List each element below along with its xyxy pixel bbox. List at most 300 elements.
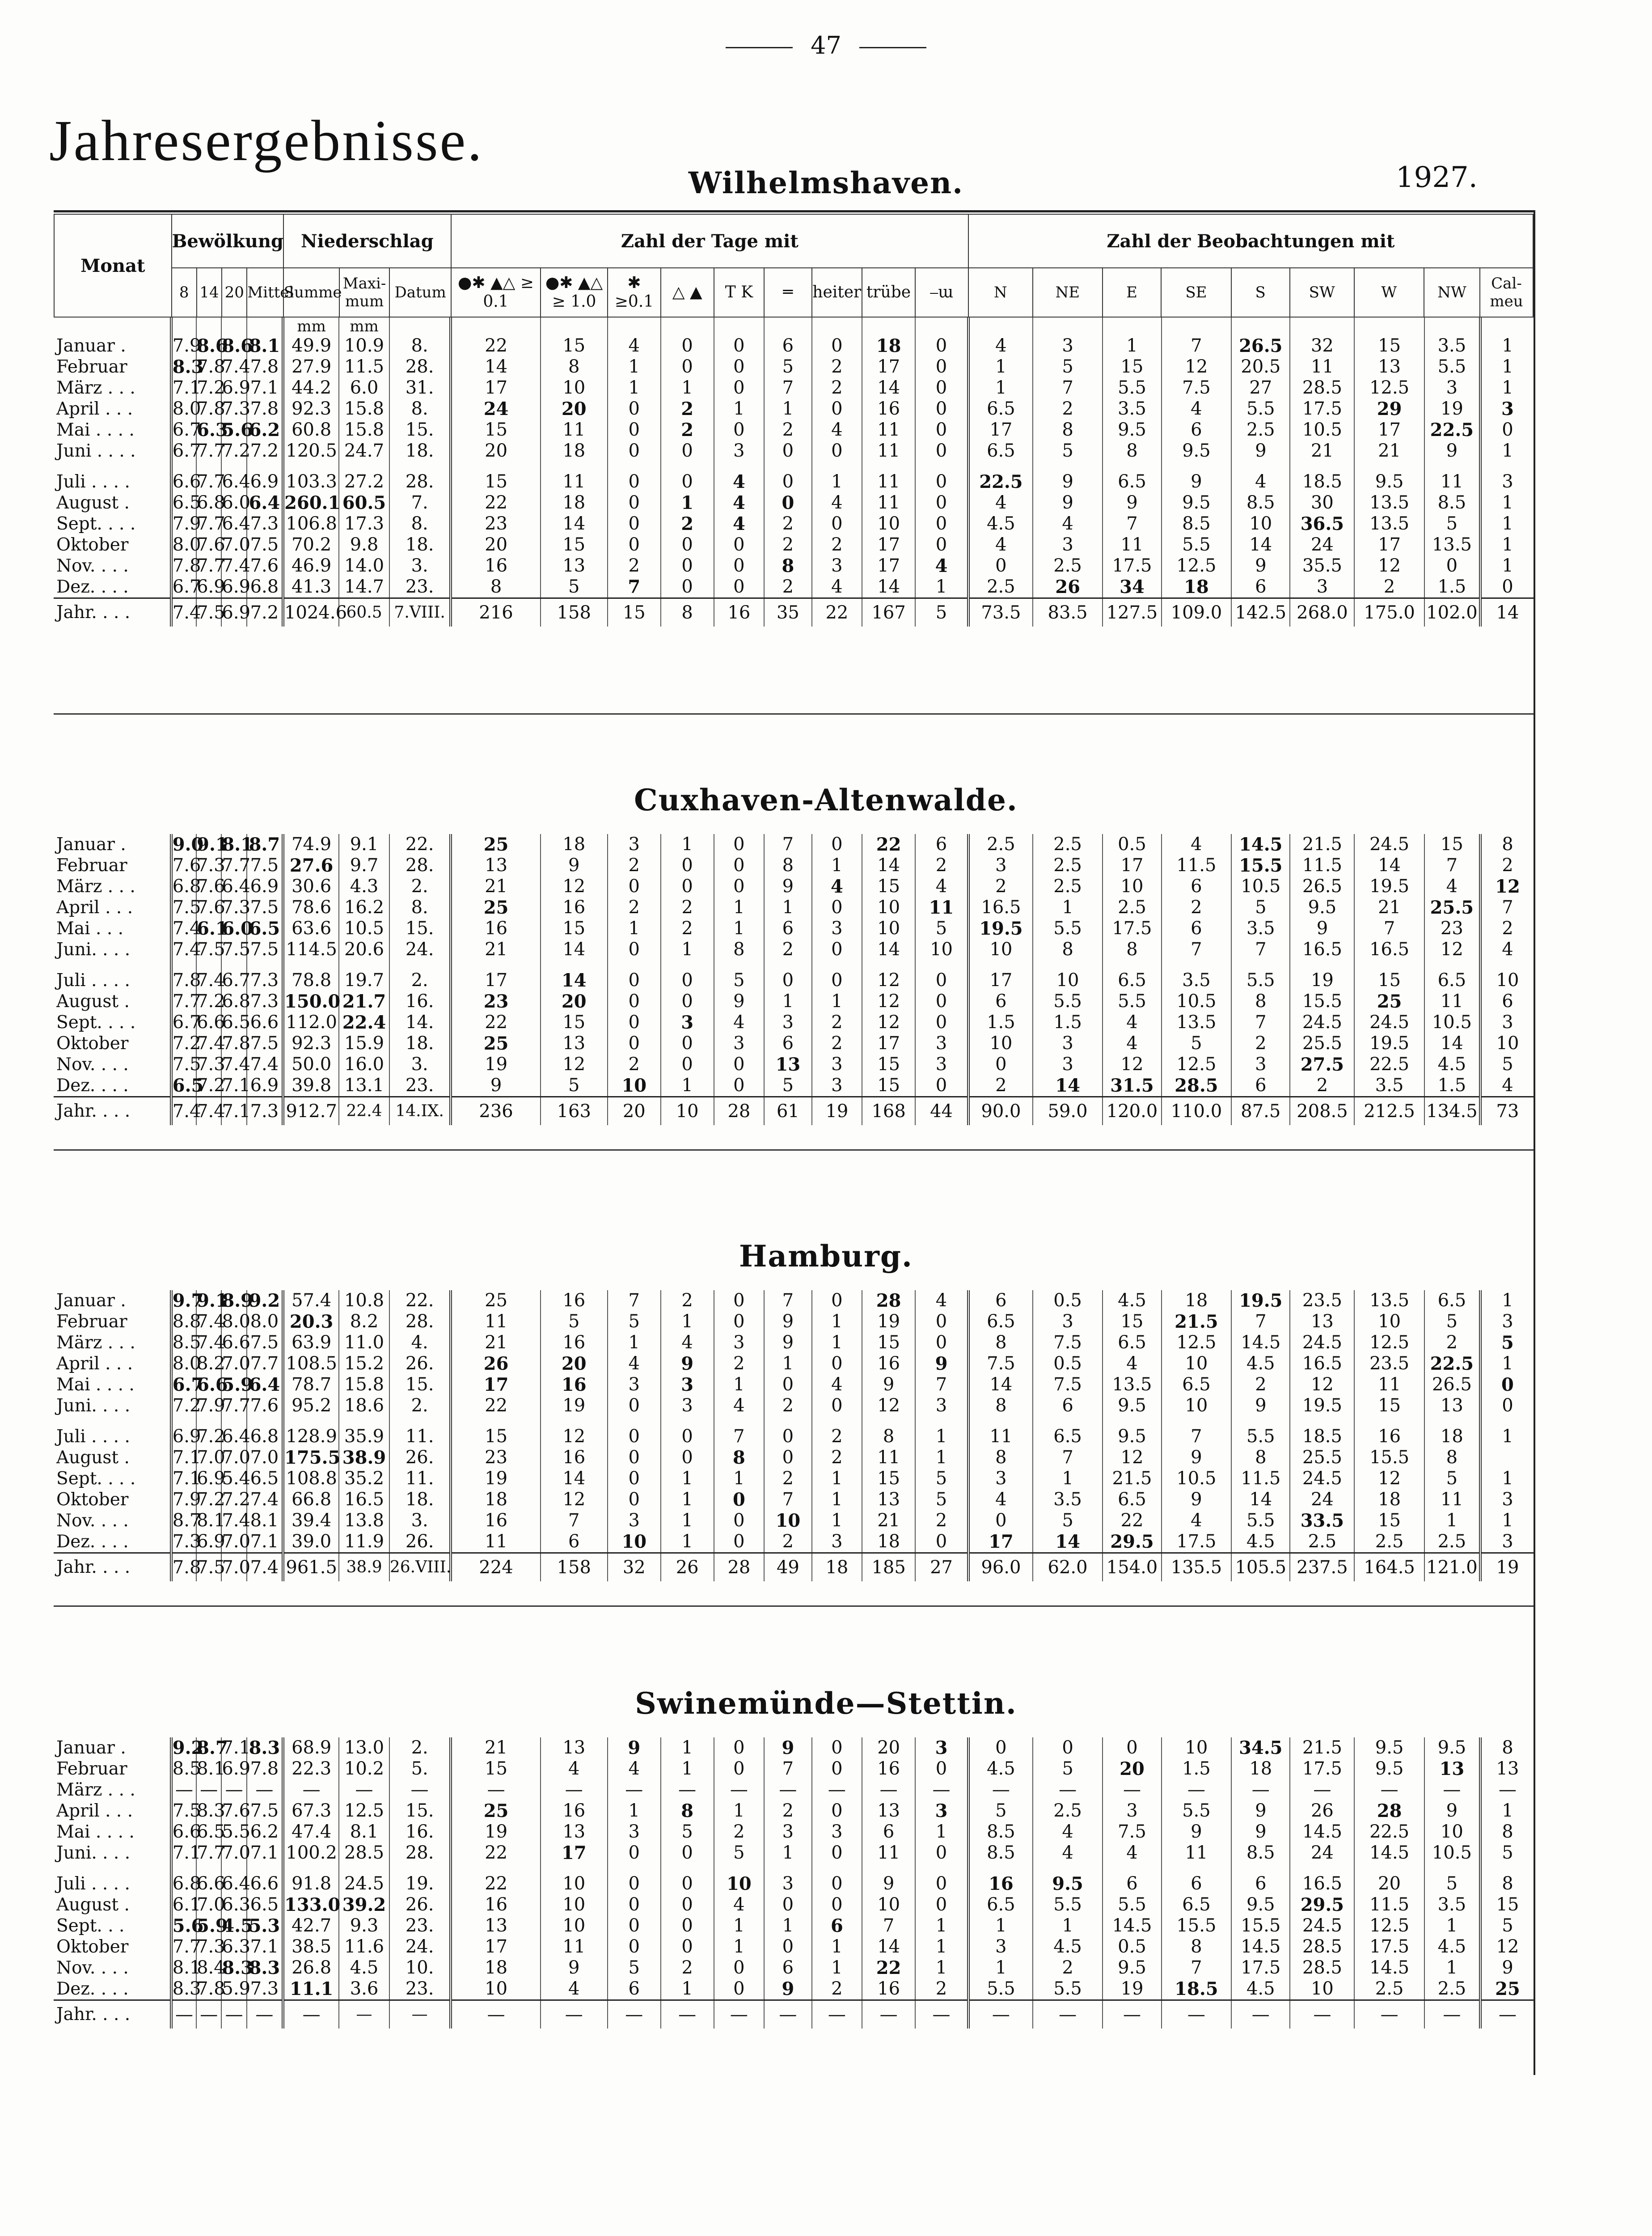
- cell: [1231, 960, 1290, 970]
- data-cell: 7.8: [197, 356, 225, 377]
- data-cell: 2: [764, 576, 811, 598]
- data-cell: 1: [915, 1426, 968, 1447]
- station-table-wilhelmshaven: [54, 318, 1534, 627]
- data-cell: 5.: [389, 1758, 451, 1779]
- table-row: [54, 1033, 1534, 1054]
- data-cell: 1: [1480, 534, 1534, 555]
- data-cell: 21: [451, 1737, 540, 1758]
- total-cell: 167: [862, 598, 915, 627]
- data-cell: 25: [451, 897, 540, 918]
- data-cell: 6.7: [171, 576, 196, 598]
- total-cell: 7.5: [196, 1553, 221, 1582]
- data-cell: 10: [1103, 876, 1161, 897]
- data-cell: 46.9: [283, 555, 339, 576]
- data-cell: 5.5: [1103, 377, 1161, 398]
- year-total-row: [54, 1553, 1534, 1582]
- data-cell: 3: [1424, 377, 1480, 398]
- data-cell: 1: [714, 398, 765, 419]
- data-cell: 0: [608, 513, 661, 534]
- data-cell: 36.5: [1290, 513, 1354, 534]
- data-cell: 4: [968, 492, 1033, 513]
- data-cell: 0: [714, 1531, 765, 1553]
- data-cell: 2.5: [1033, 555, 1103, 576]
- data-cell: 24.5: [1290, 1915, 1354, 1936]
- data-cell: 7.3: [197, 1054, 225, 1075]
- data-cell: 0: [714, 1311, 765, 1332]
- data-cell: 21: [1354, 897, 1424, 918]
- data-cell: 0: [714, 1957, 765, 1978]
- data-cell: 0: [915, 1894, 968, 1915]
- data-cell: 18: [451, 1957, 540, 1978]
- data-cell: 13.5: [1103, 1374, 1161, 1395]
- data-cell: 0: [661, 855, 714, 876]
- data-cell: 6: [608, 1978, 661, 2000]
- total-cell: —: [1290, 2000, 1354, 2029]
- data-cell: 6.7: [171, 1374, 196, 1395]
- data-cell: 8.0: [171, 398, 196, 419]
- data-cell: 7.3: [197, 855, 225, 876]
- cell: [171, 462, 196, 471]
- data-cell: 0: [1103, 1737, 1161, 1758]
- data-cell: 15: [862, 876, 915, 897]
- data-cell: 18.: [389, 440, 451, 462]
- cell: [1231, 1416, 1290, 1426]
- data-cell: 0: [608, 1395, 661, 1416]
- data-cell: 92.3: [283, 1033, 339, 1054]
- data-cell: 7.4: [222, 555, 251, 576]
- cell: [1231, 462, 1290, 471]
- data-cell: 10: [541, 1915, 608, 1936]
- data-cell: 5: [1480, 1842, 1534, 1863]
- data-cell: 2: [812, 377, 862, 398]
- data-cell: 6: [1231, 1873, 1290, 1894]
- data-cell: 22: [451, 492, 540, 513]
- cell: [1033, 960, 1103, 970]
- data-cell: 1: [812, 855, 862, 876]
- data-cell: 0: [764, 471, 811, 492]
- data-cell: 29.5: [1103, 1531, 1161, 1553]
- data-cell: 1.5: [1424, 576, 1480, 598]
- data-cell: 7: [1162, 1957, 1231, 1978]
- data-cell: 3.5: [1033, 1489, 1103, 1510]
- month-label: Dez. . . .: [56, 1076, 129, 1096]
- data-cell: 7: [1033, 1447, 1103, 1468]
- cell: [1162, 1416, 1231, 1426]
- data-cell: 11.5: [1290, 855, 1354, 876]
- data-cell: 100.2: [283, 1842, 339, 1863]
- data-cell: 2: [812, 1978, 862, 2000]
- data-cell: 1: [812, 1332, 862, 1353]
- data-cell: 5.5: [1231, 398, 1290, 419]
- data-cell: 7.5: [1033, 1374, 1103, 1395]
- data-cell: 6: [1162, 419, 1231, 440]
- month-label: April . . .: [56, 399, 133, 419]
- total-cell: 135.5: [1162, 1553, 1231, 1582]
- data-cell: 1: [661, 1510, 714, 1531]
- data-cell: 0: [608, 1873, 661, 1894]
- data-cell: 15.5: [1231, 855, 1290, 876]
- data-cell: 1: [661, 492, 714, 513]
- data-cell: 17: [968, 1531, 1033, 1553]
- table-row: [54, 1510, 1534, 1531]
- data-cell: 8: [764, 555, 811, 576]
- data-cell: 0: [608, 1447, 661, 1468]
- data-cell: 4: [714, 513, 765, 534]
- data-cell: 16.5: [968, 897, 1033, 918]
- data-cell: 39.0: [283, 1531, 339, 1553]
- data-cell: 7.7: [197, 471, 225, 492]
- total-cell: 142.5: [1231, 598, 1290, 627]
- data-cell: 0: [968, 555, 1033, 576]
- data-cell: 5.5: [222, 1821, 251, 1842]
- data-cell: 14.5: [1103, 1915, 1161, 1936]
- data-cell: 19.7: [339, 970, 389, 991]
- data-cell: 2: [1480, 855, 1534, 876]
- data-cell: 13: [1480, 1758, 1534, 1779]
- data-cell: 67.3: [283, 1800, 339, 1821]
- data-cell: 28.5: [1290, 1957, 1354, 1978]
- data-cell: 7.8: [197, 398, 225, 419]
- data-cell: 42.7: [283, 1915, 339, 1936]
- data-cell: 3: [812, 555, 862, 576]
- data-cell: 0: [915, 356, 968, 377]
- data-cell: 14: [1354, 855, 1424, 876]
- data-cell: 2: [1231, 1374, 1290, 1395]
- data-cell: 8.1: [222, 834, 254, 855]
- total-cell: 26.VIII.: [389, 1553, 451, 1582]
- data-cell: 2.5: [1354, 1531, 1424, 1553]
- data-cell: 0: [608, 939, 661, 960]
- data-cell: 22: [862, 1957, 915, 1978]
- data-cell: 150.0: [283, 991, 339, 1012]
- total-cell: —: [968, 2000, 1033, 2029]
- cell: [1354, 462, 1424, 471]
- cell: [812, 960, 862, 970]
- data-cell: 28: [862, 1290, 915, 1311]
- data-cell: 120.5: [283, 440, 339, 462]
- cell: [714, 462, 765, 471]
- data-cell: 8.0: [222, 1311, 251, 1332]
- data-cell: 6.7: [222, 970, 251, 991]
- data-cell: 21: [862, 1510, 915, 1531]
- data-cell: 8.6: [222, 335, 254, 356]
- cell: [1424, 1863, 1480, 1873]
- data-cell: 11.0: [339, 1332, 389, 1353]
- data-cell: 13: [541, 1737, 608, 1758]
- cell: [915, 1863, 968, 1873]
- data-cell: 8.7: [197, 1737, 228, 1758]
- data-cell: —: [1033, 1779, 1103, 1800]
- data-cell: 0: [661, 534, 714, 555]
- data-cell: 5.3: [247, 1915, 283, 1936]
- cell: [714, 960, 765, 970]
- data-cell: 9.2: [171, 1737, 196, 1758]
- header-wind-8: Cal-meu: [1480, 268, 1533, 317]
- header-monat: Monat: [54, 214, 172, 317]
- total-cell: —: [196, 2000, 221, 2029]
- data-cell: 8.1: [247, 1510, 283, 1531]
- table-row: [54, 377, 1534, 398]
- data-cell: —: [541, 1779, 608, 1800]
- data-cell: 1: [968, 1957, 1033, 1978]
- data-cell: 78.7: [283, 1374, 339, 1395]
- data-cell: 0: [714, 1290, 765, 1311]
- data-cell: 6: [1162, 876, 1231, 897]
- data-cell: 0: [608, 1936, 661, 1957]
- data-cell: 1: [661, 1489, 714, 1510]
- data-cell: 0: [608, 534, 661, 555]
- data-cell: 15.8: [339, 398, 389, 419]
- data-cell: 1: [661, 1758, 714, 1779]
- total-cell: 60.5: [339, 598, 389, 627]
- data-cell: 7.1: [171, 377, 196, 398]
- data-cell: 4: [1103, 1033, 1161, 1054]
- header-wind-2: E: [1103, 268, 1161, 317]
- data-cell: 3.5: [1162, 970, 1231, 991]
- data-cell: 19: [451, 1468, 540, 1489]
- data-cell: 1: [1424, 1915, 1480, 1936]
- data-cell: 7.6: [222, 1800, 251, 1821]
- data-cell: 1: [661, 1531, 714, 1553]
- total-cell: 32: [608, 1553, 661, 1582]
- table-row: [54, 1332, 1534, 1353]
- data-cell: 15: [1354, 1395, 1424, 1416]
- data-cell: 2: [608, 555, 661, 576]
- data-cell: 7.3: [222, 398, 251, 419]
- year-label: Jahr. . . .: [54, 1553, 171, 1582]
- data-cell: 8: [1231, 1447, 1290, 1468]
- station-table-cuxhaven: [54, 834, 1534, 1125]
- data-cell: 8: [1480, 834, 1534, 855]
- data-cell: 12: [541, 1426, 608, 1447]
- data-cell: 0: [661, 1426, 714, 1447]
- data-cell: —: [247, 1779, 283, 1800]
- data-cell: 7.9: [171, 335, 196, 356]
- data-cell: 4: [968, 1489, 1033, 1510]
- data-cell: 7.6: [247, 1395, 283, 1416]
- data-cell: 8: [1103, 440, 1161, 462]
- table-row: [54, 1957, 1534, 1978]
- data-cell: 5: [1480, 1054, 1534, 1075]
- cell: [283, 960, 339, 970]
- data-cell: 3: [1033, 335, 1103, 356]
- data-cell: 4: [1033, 1821, 1103, 1842]
- cell: [661, 1416, 714, 1426]
- data-cell: 4: [608, 1353, 661, 1374]
- header-tage-1: ●✱ ▲△ ≥ 1.0: [541, 268, 608, 317]
- data-cell: 14.5: [1231, 1936, 1290, 1957]
- data-cell: 0: [812, 335, 862, 356]
- data-cell: 14.0: [339, 555, 389, 576]
- month-label: August .: [56, 1448, 130, 1468]
- data-cell: 22.5: [1354, 1821, 1424, 1842]
- data-cell: 5: [1231, 897, 1290, 918]
- data-cell: 8.6: [197, 335, 228, 356]
- data-cell: 8: [451, 576, 540, 598]
- data-cell: 4.5: [1424, 1936, 1480, 1957]
- data-cell: 25.5: [1290, 1033, 1354, 1054]
- data-cell: 28.: [389, 471, 451, 492]
- data-cell: 4: [1033, 1842, 1103, 1863]
- data-cell: 30: [1290, 492, 1354, 513]
- year-total-row: [54, 598, 1534, 627]
- data-cell: 11: [915, 897, 968, 918]
- cell: [283, 462, 339, 471]
- data-cell: 10.5: [1290, 419, 1354, 440]
- station-table-swinemuende: [54, 1737, 1534, 2028]
- data-cell: 9: [1231, 555, 1290, 576]
- year-label: Jahr. . . .: [54, 2000, 171, 2029]
- data-cell: 17: [451, 1374, 540, 1395]
- data-cell: 4: [812, 1374, 862, 1395]
- data-cell: 9.5: [1162, 492, 1231, 513]
- data-cell: 3: [714, 1033, 765, 1054]
- data-cell: 16: [1354, 1426, 1424, 1447]
- data-cell: 11: [1162, 1842, 1231, 1863]
- data-cell: 7: [714, 1426, 765, 1447]
- data-cell: 7.8: [171, 970, 196, 991]
- data-cell: 8.1: [247, 335, 283, 356]
- total-cell: —: [1103, 2000, 1161, 2029]
- cell: [196, 1863, 221, 1873]
- data-cell: 5: [968, 1800, 1033, 1821]
- data-cell: 0.5: [1033, 1290, 1103, 1311]
- table-row: [54, 1468, 1534, 1489]
- data-cell: 0: [812, 398, 862, 419]
- data-cell: 8.0: [171, 534, 196, 555]
- cell: [1480, 1416, 1534, 1426]
- cell: [451, 318, 540, 335]
- data-cell: 14: [968, 1374, 1033, 1395]
- data-cell: 26: [1290, 1800, 1354, 1821]
- data-cell: 20: [541, 991, 608, 1012]
- data-cell: 0: [812, 1800, 862, 1821]
- data-cell: 2: [764, 939, 811, 960]
- data-cell: 5: [1033, 356, 1103, 377]
- cell: [451, 1863, 540, 1873]
- data-cell: 15.8: [339, 419, 389, 440]
- total-cell: 96.0: [968, 1553, 1033, 1582]
- data-cell: 16.2: [339, 897, 389, 918]
- data-cell: 0: [714, 876, 765, 897]
- data-cell: 2: [1162, 897, 1231, 918]
- data-cell: 6.5: [1103, 970, 1161, 991]
- data-cell: 2.: [389, 970, 451, 991]
- data-cell: 20: [451, 534, 540, 555]
- total-cell: 28: [714, 1097, 765, 1126]
- data-cell: 7.7: [197, 440, 225, 461]
- data-cell: 39.4: [283, 1510, 339, 1531]
- data-cell: 18.6: [339, 1395, 389, 1416]
- data-cell: 0: [661, 1054, 714, 1075]
- total-cell: 5: [915, 598, 968, 627]
- data-cell: 9: [1162, 471, 1231, 492]
- header-wind-5: SW: [1290, 268, 1354, 317]
- data-cell: 8: [968, 1332, 1033, 1353]
- data-cell: 5.5: [1231, 1426, 1290, 1447]
- data-cell: 5.5: [1033, 918, 1103, 939]
- data-cell: 7.1: [221, 1075, 246, 1097]
- data-cell: 7: [764, 1758, 811, 1779]
- total-cell: 26: [661, 1553, 714, 1582]
- data-cell: 1: [764, 1842, 811, 1863]
- data-cell: 20.6: [339, 939, 389, 960]
- table-row: [54, 1012, 1534, 1033]
- data-cell: 7.8: [222, 1033, 251, 1054]
- data-cell: 9: [1424, 1800, 1480, 1821]
- data-cell: 5.5: [1231, 970, 1290, 991]
- data-cell: 7: [862, 1915, 915, 1936]
- cell: [608, 318, 661, 335]
- cell: [451, 960, 540, 970]
- total-cell: 7.2: [247, 598, 283, 627]
- data-cell: 1: [1480, 555, 1534, 576]
- data-cell: 0: [661, 1447, 714, 1468]
- data-cell: 4: [714, 471, 765, 492]
- data-cell: 15.: [389, 1374, 451, 1395]
- data-cell: 9.7: [339, 855, 389, 876]
- data-cell: 6: [812, 1915, 862, 1936]
- table-row: [54, 356, 1534, 377]
- cell: [389, 960, 451, 970]
- data-cell: 26.5: [1290, 876, 1354, 897]
- data-cell: 4: [714, 492, 765, 513]
- data-cell: 6.4: [222, 1426, 251, 1447]
- data-cell: 7.5: [1033, 1332, 1103, 1353]
- data-cell: 1: [1480, 1468, 1534, 1489]
- data-cell: 3: [1480, 1311, 1534, 1332]
- month-label: Sept. . . .: [56, 1469, 136, 1489]
- data-cell: 27.2: [339, 471, 389, 492]
- total-cell: 224: [451, 1553, 540, 1582]
- month-label: Januar .: [56, 834, 126, 855]
- data-cell: 10: [1480, 1033, 1534, 1054]
- data-cell: 2: [764, 1468, 811, 1489]
- data-cell: 9.5: [1103, 1395, 1161, 1416]
- data-cell: 14: [862, 1936, 915, 1957]
- data-cell: 0: [915, 492, 968, 513]
- data-cell: 1: [915, 576, 968, 598]
- month-label: Juni. . . .: [56, 940, 131, 960]
- data-cell: 7.2: [196, 1075, 221, 1097]
- data-cell: 50.0: [283, 1054, 339, 1075]
- data-cell: 7.2: [197, 377, 225, 398]
- data-cell: 2: [661, 1290, 714, 1311]
- data-cell: 1: [1424, 1957, 1480, 1978]
- cell: [283, 1863, 339, 1873]
- data-cell: 26.: [389, 1894, 451, 1915]
- data-cell: 0: [661, 1873, 714, 1894]
- data-cell: 8.3: [171, 356, 196, 377]
- total-cell: 10: [661, 1097, 714, 1126]
- data-cell: 1: [1480, 335, 1534, 356]
- data-cell: 0: [812, 1758, 862, 1779]
- cell: [661, 462, 714, 471]
- table-row: [54, 1936, 1534, 1957]
- data-cell: 108.8: [283, 1468, 339, 1489]
- data-cell: 12: [1424, 939, 1480, 960]
- data-cell: 13: [862, 1800, 915, 1821]
- cell: [714, 1863, 765, 1873]
- cell: [661, 1863, 714, 1873]
- header-bew-1: 14: [197, 268, 222, 317]
- data-cell: 18: [862, 1531, 915, 1553]
- data-cell: 7.0: [222, 534, 251, 555]
- data-cell: 25: [451, 1290, 540, 1311]
- data-cell: 15: [1354, 1510, 1424, 1531]
- data-cell: 5: [1424, 1468, 1480, 1489]
- data-cell: 2: [764, 419, 811, 440]
